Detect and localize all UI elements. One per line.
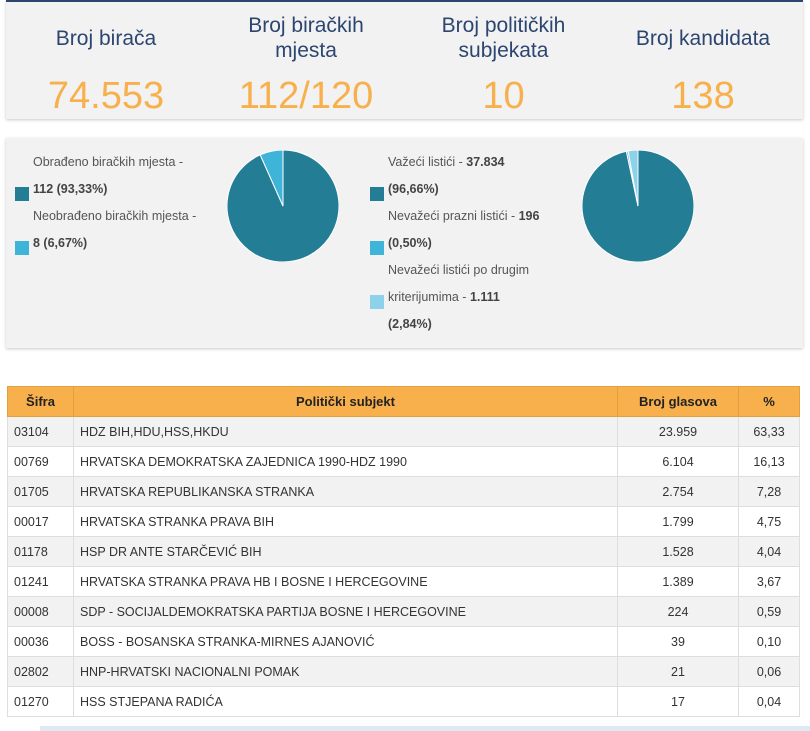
cell-pct: 0,04 (739, 687, 800, 717)
cell-pct: 3,67 (739, 567, 800, 597)
cell-code: 01270 (8, 687, 74, 717)
cell-name: HSP DR ANTE STARČEVIĆ BIH (74, 537, 618, 567)
cell-name: HDZ BIH,HDU,HSS,HKDU (74, 417, 618, 447)
legend-swatch (370, 295, 384, 309)
cell-votes: 1.528 (618, 537, 739, 567)
cell-name: HRVATSKA STRANKA PRAVA BIH (74, 507, 618, 537)
polling-pie-chart (227, 150, 339, 262)
bottom-bar (40, 726, 810, 731)
legend-swatch (15, 187, 29, 201)
results-table (7, 386, 800, 717)
stats-panel (6, 0, 803, 119)
stat-candidates (603, 12, 803, 116)
cell-votes: 6.104 (618, 447, 739, 477)
charts-panel (6, 138, 803, 348)
stat-label: Broj kandidata (635, 26, 771, 50)
header-pct[interactable]: % (739, 387, 800, 417)
stat-value: 10 (482, 75, 525, 117)
legend-item-processed: Obrađeno biračkih mjesta - 112 (93,33%) (15, 149, 215, 203)
cell-pct: 0,06 (739, 657, 800, 687)
legend-swatch (15, 241, 29, 255)
cell-code: 01241 (8, 567, 74, 597)
table-row[interactable] (8, 477, 800, 507)
table-row[interactable] (8, 447, 800, 477)
cell-code: 01705 (8, 477, 74, 507)
legend-item-valid: Važeći listići - 37.834 (96,66%) (370, 149, 570, 203)
cell-votes: 23.959 (618, 417, 739, 447)
polling-legend (15, 149, 215, 257)
cell-code: 00769 (8, 447, 74, 477)
table-row[interactable] (8, 417, 800, 447)
cell-name: HNP-HRVATSKI NACIONALNI POMAK (74, 657, 618, 687)
table-body (8, 417, 800, 717)
ballots-pie-chart (582, 150, 694, 262)
cell-votes: 1.799 (618, 507, 739, 537)
table-row[interactable] (8, 597, 800, 627)
cell-code: 02802 (8, 657, 74, 687)
stat-political-subjects (406, 12, 601, 116)
table-row[interactable] (8, 537, 800, 567)
table-row[interactable] (8, 627, 800, 657)
cell-votes: 21 (618, 657, 739, 687)
ballots-legend (370, 149, 570, 338)
table-row[interactable] (8, 567, 800, 597)
header-name[interactable]: Politički subjekt (74, 387, 618, 417)
cell-code: 01178 (8, 537, 74, 567)
header-votes[interactable]: Broj glasova (618, 387, 739, 417)
cell-pct: 4,04 (739, 537, 800, 567)
stat-label: Broj birača (55, 26, 157, 50)
legend-swatch (370, 241, 384, 255)
cell-votes: 224 (618, 597, 739, 627)
cell-pct: 7,28 (739, 477, 800, 507)
cell-pct: 0,10 (739, 627, 800, 657)
stat-value: 112/120 (238, 75, 374, 117)
stat-label: Broj biračkih mjesta (248, 14, 364, 62)
legend-swatch (370, 187, 384, 201)
cell-name: HRVATSKA REPUBLIKANSKA STRANKA (74, 477, 618, 507)
cell-votes: 39 (618, 627, 739, 657)
cell-pct: 16,13 (739, 447, 800, 477)
table-row[interactable] (8, 657, 800, 687)
table-row[interactable] (8, 507, 800, 537)
legend-item-invalid-blank: Nevažeći prazni listići - 196 (0,50%) (370, 203, 570, 257)
cell-votes: 2.754 (618, 477, 739, 507)
cell-pct: 4,75 (739, 507, 800, 537)
cell-code: 00036 (8, 627, 74, 657)
stat-voters (6, 12, 206, 116)
cell-name: HRVATSKA STRANKA PRAVA HB I BOSNE I HERCEGOVINE (74, 567, 618, 597)
cell-name: BOSS - BOSANSKA STRANKA-MIRNES AJANOVIĆ (74, 627, 618, 657)
stat-value: 138 (671, 75, 735, 117)
stat-polling-stations (206, 12, 406, 116)
legend-item-invalid-other: Nevažeći listići po drugim kriterijumima - 1.111 (2,84%) (370, 257, 570, 338)
cell-name: HSS STJEPANA RADIĆA (74, 687, 618, 717)
legend-item-unprocessed: Neobrađeno biračkih mjesta - 8 (6,67%) (15, 203, 215, 257)
table-header-row (8, 387, 800, 417)
cell-votes: 17 (618, 687, 739, 717)
cell-code: 03104 (8, 417, 74, 447)
cell-name: HRVATSKA DEMOKRATSKA ZAJEDNICA 1990-HDZ 1990 (74, 447, 618, 477)
cell-pct: 0,59 (739, 597, 800, 627)
cell-code: 00008 (8, 597, 74, 627)
cell-code: 00017 (8, 507, 74, 537)
header-code[interactable]: Šifra (8, 387, 74, 417)
stat-label: Broj političkih subjekata (441, 14, 566, 62)
cell-name: SDP - SOCIJALDEMOKRATSKA PARTIJA BOSNE I HERCEGOVINE (74, 597, 618, 627)
cell-votes: 1.389 (618, 567, 739, 597)
stat-value: 74.553 (47, 75, 165, 117)
cell-pct: 63,33 (739, 417, 800, 447)
table-row[interactable] (8, 687, 800, 717)
